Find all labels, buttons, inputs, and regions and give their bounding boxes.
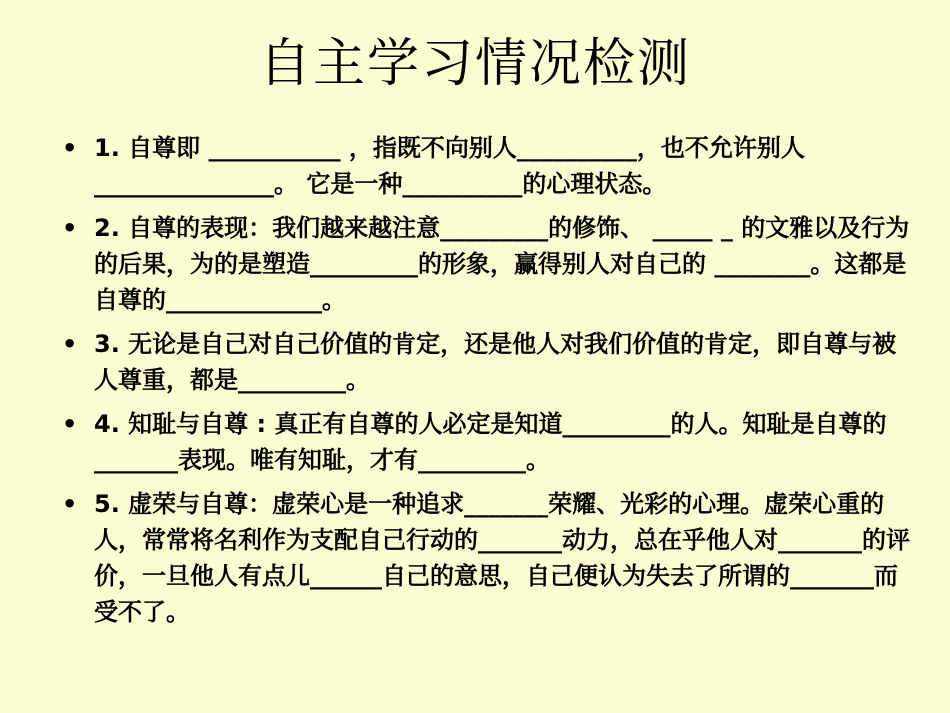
list-item — [62, 326, 912, 398]
question-text-3: 3. 无论是自己对自己价值的肯定，还是他人对我们价值的肯定，即自尊与被人尊重，都是_________。 — [94, 330, 897, 394]
bullet-icon: • — [62, 490, 78, 518]
list-item — [62, 406, 912, 478]
bullet-icon: • — [62, 134, 78, 162]
question-text-1: 1. 自尊即 ___________ ，指既不向别人__________，也不允许别人_______________。 它是一种__________的心理状态。 — [94, 134, 805, 198]
slide-title: 自主学习情况检测 — [258, 34, 691, 94]
list-item — [62, 486, 912, 630]
question-text-5: 5. 虚荣与自尊：虚荣心是一种追求_______荣耀、光彩的心理。虚荣心重的人，常常将名利作为支配自己行动的_______动力，总在乎他人对_______的评价，一旦他人有点儿______自己的意思，自己便认为失去了所谓的_______而受不了。 — [94, 490, 910, 626]
bullet-icon: • — [62, 214, 78, 242]
bullet-icon: • — [62, 410, 78, 438]
question-list — [62, 130, 912, 638]
bullet-icon: • — [62, 330, 78, 358]
list-item — [62, 130, 912, 202]
question-text-2: 2. 自尊的表现：我们越来越注意_________的修饰、 _____ _ 的文雅以及行为的后果，为的是塑造_________的形象，赢得别人对自己的 ________。这都是自尊的_____________。 — [94, 214, 910, 314]
question-text-4: 4. 知耻与自尊 : 真正有自尊的人必定是知道_________的人。知耻是自尊的_______表现。唯有知耻，才有_________。 — [94, 410, 887, 474]
list-item — [62, 210, 912, 318]
